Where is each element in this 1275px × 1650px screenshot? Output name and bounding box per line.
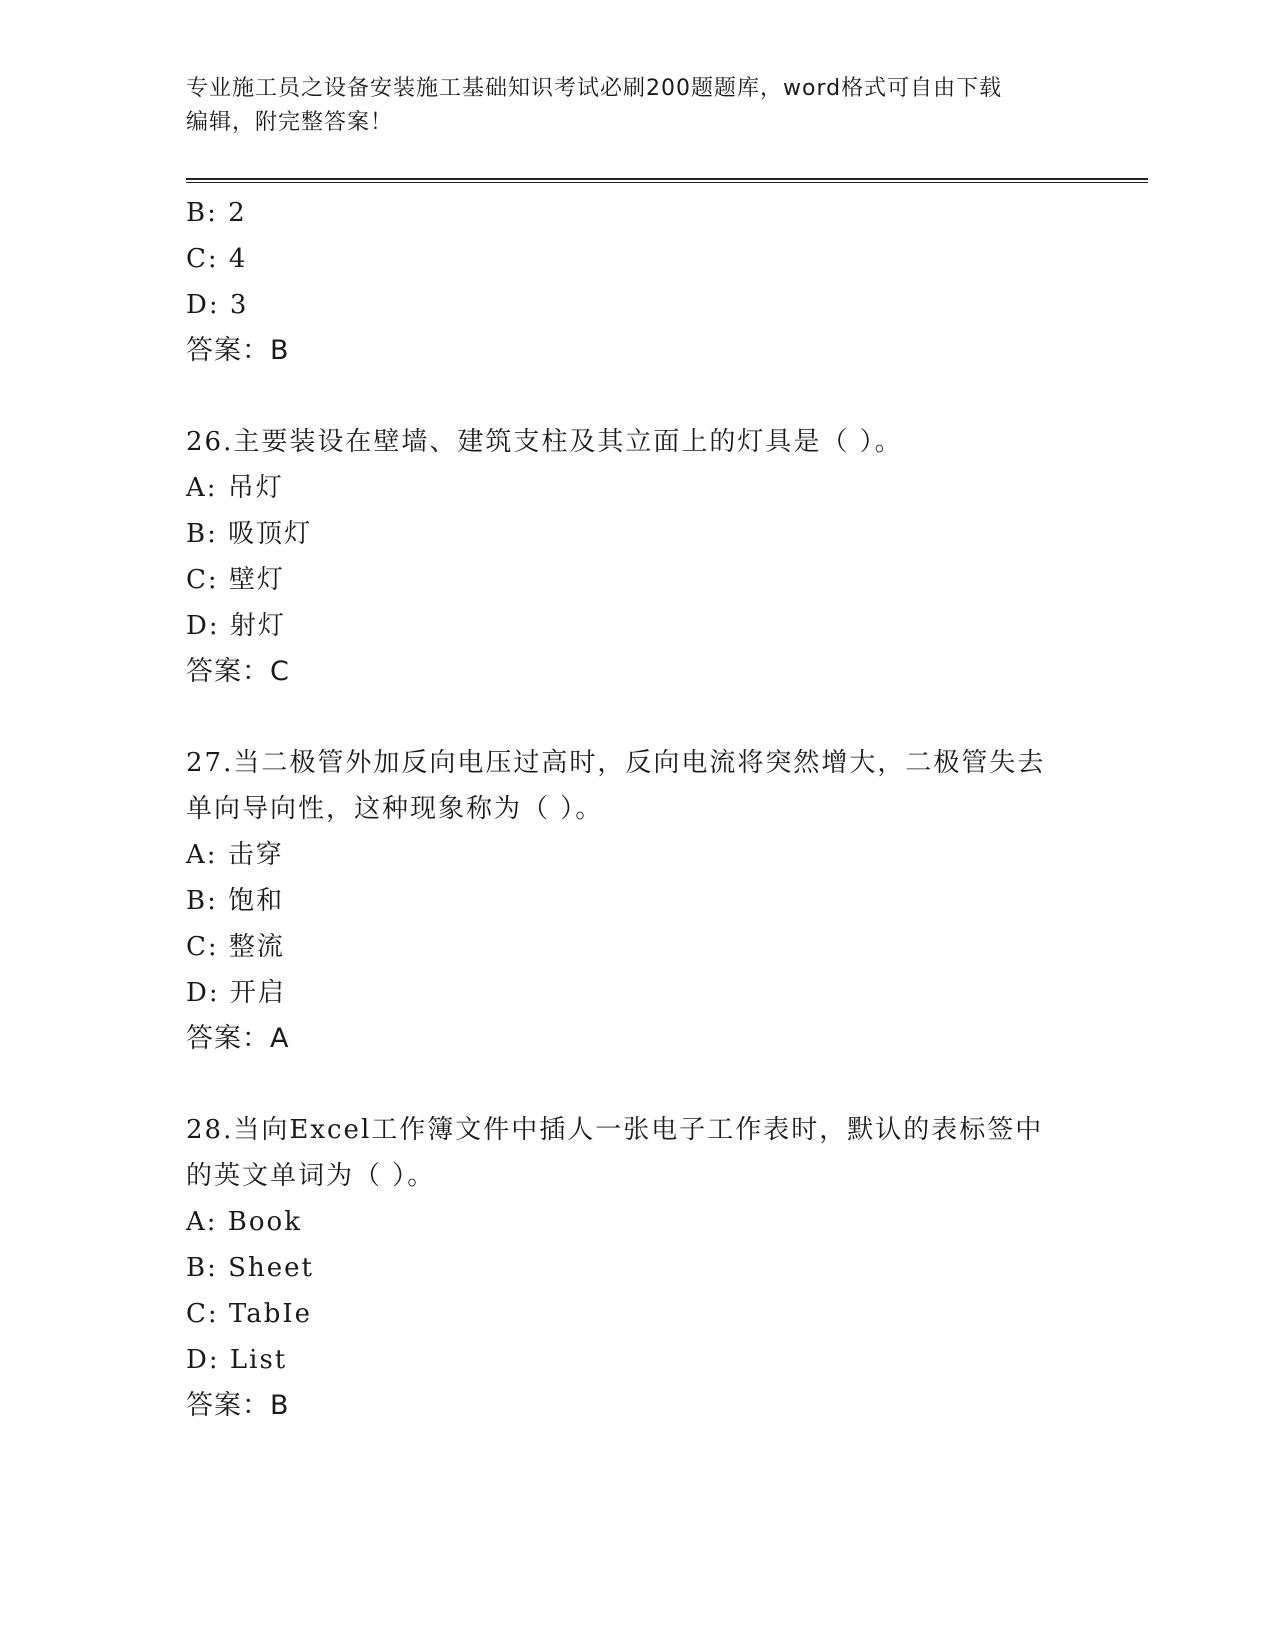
document-body (186, 190, 1086, 1429)
option-d: D: 3 (186, 290, 249, 320)
header-divider (186, 178, 1148, 183)
page-header (186, 72, 1086, 140)
question-stem-line-2: 单向导向性，这种现象称为（ ）。 (186, 794, 604, 824)
question-stem-line-1: 28.当向Excel工作簿文件中插人一张电子工作表时，默认的表标签中 (186, 1115, 1044, 1145)
prev-question-tail (186, 190, 1086, 374)
option-a: A: Book (186, 1207, 302, 1237)
question-stem-line-2: 的英文单词为（ ）。 (186, 1161, 436, 1191)
option-b: B: 饱和 (186, 886, 285, 916)
header-line-2: 编辑，附完整答案！ (186, 110, 394, 135)
question-stem: 26.主要装设在壁墙、建筑支柱及其立面上的灯具是（ ）。 (186, 427, 903, 457)
header-line-1: 专业施工员之设备安装施工基础知识考试必刷200题题库，word格式可自由下载 (186, 76, 1003, 101)
option-c: C: 4 (186, 244, 248, 274)
answer-line: 答案：A (186, 1023, 290, 1054)
option-a: A: 吊灯 (186, 473, 284, 503)
option-d: D: List (186, 1345, 288, 1375)
question-28 (186, 1107, 1086, 1429)
option-c: C: 整流 (186, 932, 285, 962)
option-b: B: 吸顶灯 (186, 519, 313, 549)
option-a: A: 击穿 (186, 840, 284, 870)
option-c: C: 壁灯 (186, 565, 285, 595)
option-b: B: Sheet (186, 1253, 314, 1283)
question-26 (186, 419, 1086, 695)
answer-line: 答案：B (186, 335, 290, 366)
option-d: D: 射灯 (186, 611, 286, 641)
question-stem-line-1: 27.当二极管外加反向电压过高时，反向电流将突然增大，二极管失去 (186, 748, 1046, 778)
option-b: B: 2 (186, 198, 247, 228)
option-d: D: 开启 (186, 978, 286, 1008)
answer-line: 答案：B (186, 1390, 290, 1421)
answer-line: 答案：C (186, 656, 290, 687)
option-c: C: TabIe (186, 1299, 313, 1329)
question-27 (186, 740, 1086, 1062)
